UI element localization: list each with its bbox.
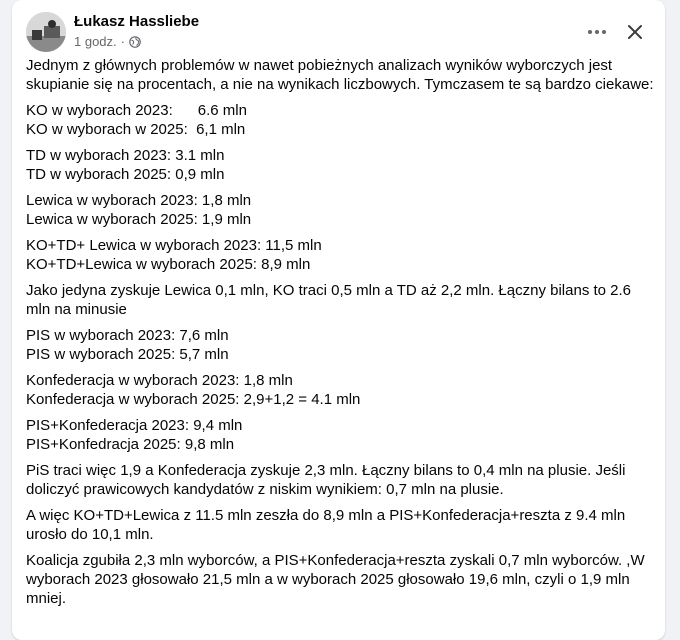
post-paragraph <box>26 371 654 409</box>
result-line: KO w wyborach 2023: 6.6 mln <box>26 102 247 119</box>
paragraph-text: A więc KO+TD+Lewica z 11.5 mln zeszła do 8,9 mln a PIS+Konfederacja+reszta z 9.4 mln urosło do 10,1 mln. <box>26 507 626 543</box>
result-line: TD w wyborach 2023: 3.1 mln <box>26 147 225 164</box>
result-line: Konfederacja w wyborach 2023: 1,8 mln <box>26 372 293 389</box>
post-paragraph <box>26 191 654 229</box>
post-paragraph <box>26 236 654 274</box>
post-paragraph <box>26 551 654 608</box>
paragraph-text: Jednym z głównych problemów w nawet pobieżnych analizach wyników wyborczych jest skupianie się na procentach, a nie na wynikach liczbowych. Tymczasem te są bardzo ciekawe: <box>26 57 654 93</box>
globe-icon[interactable] <box>129 36 141 48</box>
result-line: PIS+Konfedracja 2025: 9,8 mln <box>26 436 235 453</box>
post-paragraph <box>26 461 654 499</box>
result-line: KO w wyborach w 2025: 6,1 mln <box>26 121 246 138</box>
result-line: TD w wyborach 2025: 0,9 mln <box>26 166 225 183</box>
post-header <box>26 12 651 52</box>
paragraph-text: Jako jedyna zyskuje Lewica 0,1 mln, KO traci 0,5 mln a TD aż 2,2 mln. Łączny bilans to 2.6 mln na minusie <box>26 282 632 318</box>
post-paragraph <box>26 281 654 319</box>
author-avatar[interactable] <box>26 12 66 52</box>
post-paragraph <box>26 101 654 139</box>
post-paragraph <box>26 506 654 544</box>
paragraph-text: Koalicja zgubiła 2,3 mln wyborców, a PIS+Konfederacja+reszta zyskali 0,7 mln wyborców. ,W wyborach 2023 głosowało 21,5 mln a w wyborach 2025 głosowało 19,6 mln, czyli o 1,9 mln mniej. <box>26 552 645 607</box>
post-paragraph <box>26 56 654 94</box>
result-line: Lewica w wyborach 2023: 1,8 mln <box>26 192 252 209</box>
close-button[interactable] <box>621 18 649 46</box>
result-line: PIS w wyborach 2025: 5,7 mln <box>26 346 229 363</box>
post-card <box>12 0 665 640</box>
post-body <box>26 56 654 615</box>
result-line: Lewica w wyborach 2025: 1,9 mln <box>26 211 252 228</box>
post-time[interactable]: 1 godz. <box>74 34 117 49</box>
result-line: PIS+Konfederacja 2023: 9,4 mln <box>26 417 243 434</box>
avatar-image <box>26 12 66 52</box>
meta-separator: · <box>120 34 125 49</box>
post-meta <box>74 34 141 49</box>
post-paragraph <box>26 146 654 184</box>
more-options-icon <box>587 29 607 35</box>
result-line: PIS w wyborach 2023: 7,6 mln <box>26 327 229 344</box>
close-icon <box>627 24 643 40</box>
post-paragraph <box>26 326 654 364</box>
result-line: KO+TD+ Lewica w wyborach 2023: 11,5 mln <box>26 237 322 254</box>
author-name[interactable]: Łukasz Hassliebe <box>74 13 200 30</box>
more-options-button[interactable] <box>583 18 611 46</box>
post-paragraph <box>26 416 654 454</box>
result-line: KO+TD+Lewica w wyborach 2025: 8,9 mln <box>26 256 311 273</box>
result-line: Konfederacja w wyborach 2025: 2,9+1,2 = 4.1 mln <box>26 391 361 408</box>
paragraph-text: PiS traci więc 1,9 a Konfederacja zyskuje 2,3 mln. Łączny bilans to 0,4 mln na plusie. Jeśli doliczyć prawicowych kandydatów z niskim wynikiem: 0,7 mln na plusie. <box>26 462 626 498</box>
